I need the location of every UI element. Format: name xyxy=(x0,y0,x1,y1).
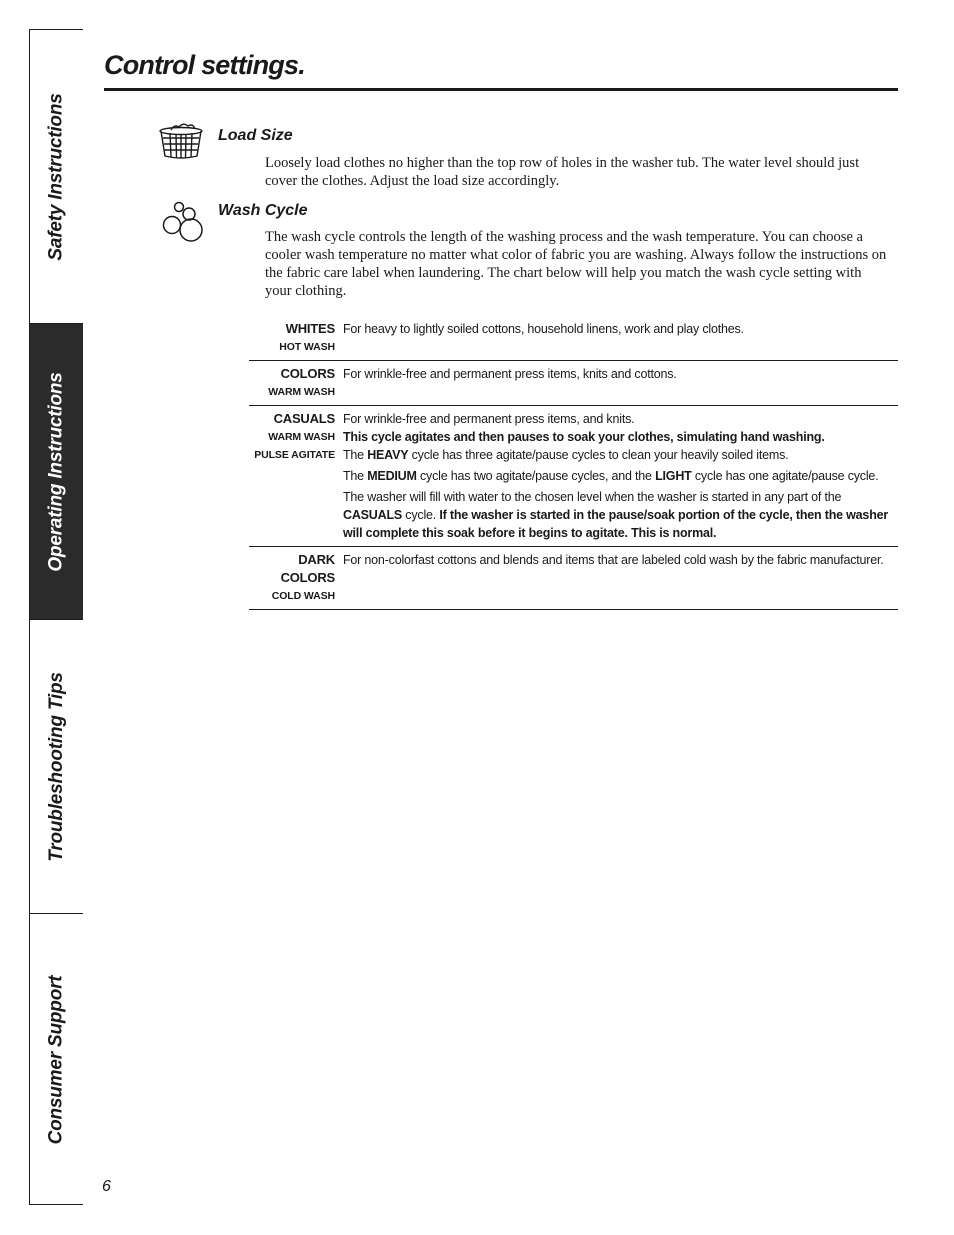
bold-text: MEDIUM xyxy=(367,469,417,483)
description-text xyxy=(343,488,898,542)
cycle-name: WHITES xyxy=(285,321,335,336)
table-row xyxy=(249,406,898,547)
cycle-temperature: WARM WASH xyxy=(268,386,335,398)
bold-text: This cycle agitates and then pauses to soak your clothes, simulating hand washing. xyxy=(343,430,825,444)
text-fragment: The xyxy=(343,448,368,462)
bold-text: If the washer is started in the pause/soak portion of the cycle, then the washer will complete this soak before it begins to agitate. This is normal. xyxy=(343,508,889,540)
cycle-description xyxy=(343,410,898,542)
text-fragment: cycle. xyxy=(402,508,440,522)
text-fragment: The xyxy=(343,469,368,483)
cycle-label xyxy=(249,551,335,605)
bold-text: CASUALS xyxy=(343,508,403,522)
tab-consumer-support[interactable] xyxy=(30,914,83,1206)
page-title: Control settings. xyxy=(104,50,305,80)
load-size-text: Loosely load clothes no higher than the top row of holes in the washer tub. The water level should just cover the clothes. Adjust the load size accordingly. xyxy=(265,155,860,189)
tab-operating-instructions[interactable] xyxy=(30,324,83,620)
text-fragment: cycle has three agitate/pause cycles to clean your heavily soiled items. xyxy=(408,448,789,462)
load-size-heading: Load Size xyxy=(218,127,293,144)
wash-cycle-text: The wash cycle controls the length of the washing process and the wash temperature. You can choose a cooler wash temperature no matter what color of fabric you are washing. Always follow the instructions on the fabric care label when laundering. The chart below will help you match the wash cycle setting with your clothing. xyxy=(265,229,887,299)
page-number: 6 xyxy=(102,1178,111,1195)
cycle-description xyxy=(343,551,898,605)
cycle-description xyxy=(343,365,898,401)
description-text xyxy=(343,446,898,464)
table-row xyxy=(249,361,898,406)
table-row xyxy=(249,547,898,610)
cycle-temperature: WARM WASH xyxy=(268,431,335,443)
tab-label: Consumer Support xyxy=(45,975,67,1145)
text-fragment: cycle has two agitate/pause cycles, and the xyxy=(416,469,656,483)
bold-text: LIGHT xyxy=(655,469,692,483)
cycle-name: CASUALS xyxy=(273,411,335,426)
text-fragment: cycle has one agitate/pause cycle. xyxy=(691,469,879,483)
tab-troubleshooting-tips[interactable] xyxy=(30,620,83,914)
title-divider xyxy=(104,88,898,91)
text-fragment: The washer will fill with water to the chosen level when the washer is started in any part of the xyxy=(343,490,842,504)
description-text: For non-colorfast cottons and blends and items that are labeled cold wash by the fabric manufacturer. xyxy=(343,553,884,567)
wash-cycle-chart xyxy=(249,316,898,610)
cycle-label xyxy=(249,365,335,401)
description-text xyxy=(343,467,898,485)
bubbles-icon xyxy=(160,200,206,244)
tab-label: Troubleshooting Tips xyxy=(45,671,67,862)
cycle-label xyxy=(249,320,335,356)
side-tabs xyxy=(29,29,83,1205)
description-text: For wrinkle-free and permanent press items, and knits. xyxy=(343,412,635,426)
description-text: For heavy to lightly soiled cottons, household linens, work and play clothes. xyxy=(343,322,744,336)
wash-cycle-heading: Wash Cycle xyxy=(218,202,308,219)
cycle-name: DARK COLORS xyxy=(280,552,335,585)
cycle-temperature: HOT WASH xyxy=(279,341,335,353)
tab-label: Safety Instructions xyxy=(45,92,67,261)
cycle-description xyxy=(343,320,898,356)
cycle-temperature: COLD WASH xyxy=(271,590,335,602)
cycle-agitation: PULSE AGITATE xyxy=(254,449,335,461)
description-text xyxy=(343,428,898,446)
table-row xyxy=(249,316,898,361)
tab-label: Operating Instructions xyxy=(45,371,67,572)
laundry-basket-icon xyxy=(157,122,205,160)
bold-text: HEAVY xyxy=(367,448,409,462)
tab-safety-instructions[interactable] xyxy=(30,30,83,324)
cycle-label xyxy=(249,410,335,542)
description-text: For wrinkle-free and permanent press items, knits and cottons. xyxy=(343,367,677,381)
cycle-name: COLORS xyxy=(280,366,335,381)
